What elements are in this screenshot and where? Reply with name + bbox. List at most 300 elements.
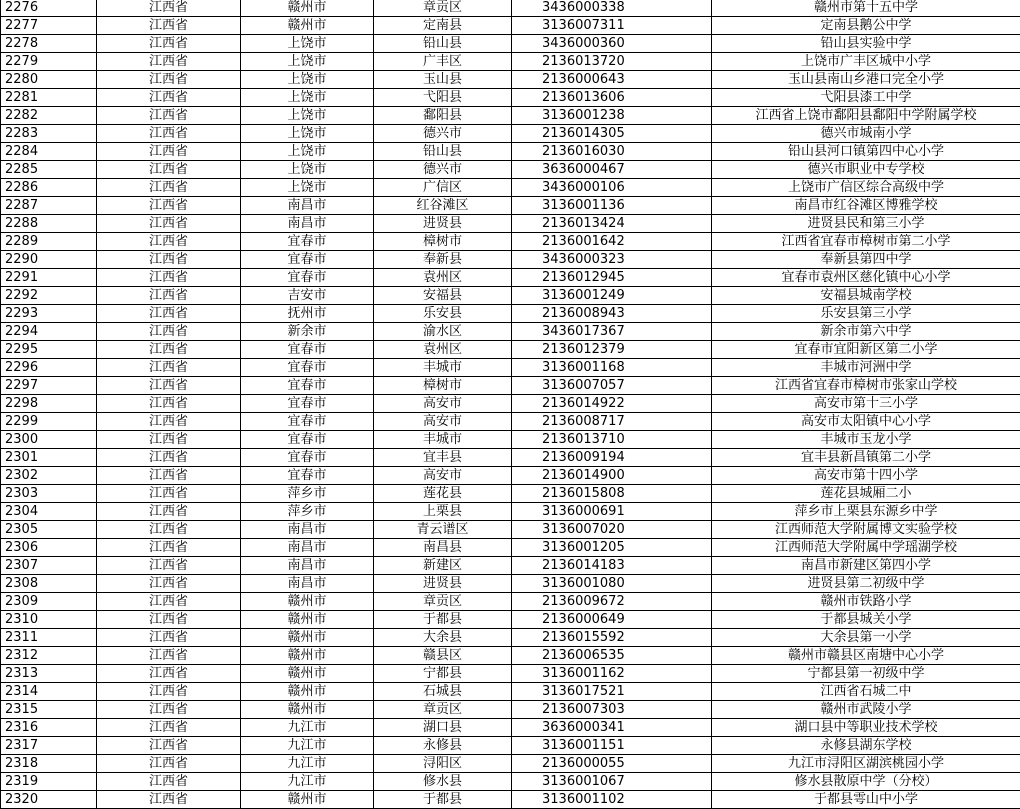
city-cell: 南昌市 [241, 197, 374, 215]
table-row [1, 485, 1020, 503]
school-code-cell: 2136001642 [512, 233, 712, 251]
table-row [1, 521, 1020, 539]
school-code-cell: 2136014922 [512, 395, 712, 413]
district-cell: 袁州区 [374, 269, 512, 287]
table-row [1, 539, 1020, 557]
province-cell: 江西省 [97, 323, 241, 341]
table-row [1, 287, 1020, 305]
district-cell: 红谷滩区 [374, 197, 512, 215]
province-cell: 江西省 [97, 665, 241, 683]
school-code-cell: 3136001162 [512, 665, 712, 683]
table-row [1, 143, 1020, 161]
row-id-cell: 2319 [1, 773, 97, 791]
table-row [1, 17, 1020, 35]
row-id-cell: 2290 [1, 251, 97, 269]
province-cell: 江西省 [97, 341, 241, 359]
table-row [1, 359, 1020, 377]
province-cell: 江西省 [97, 575, 241, 593]
school-name-cell: 铅山县实验中学 [712, 35, 1020, 53]
school-code-cell: 3136001249 [512, 287, 712, 305]
district-cell: 铅山县 [374, 143, 512, 161]
table-row [1, 593, 1020, 611]
city-cell: 上饶市 [241, 89, 374, 107]
city-cell: 上饶市 [241, 179, 374, 197]
school-name-cell: 江西省上饶市鄱阳县鄱阳中学附属学校 [712, 107, 1020, 125]
district-cell: 安福县 [374, 287, 512, 305]
school-code-cell: 2136013424 [512, 215, 712, 233]
school-name-cell: 南昌市新建区第四小学 [712, 557, 1020, 575]
table-row [1, 125, 1020, 143]
district-cell: 章贡区 [374, 0, 512, 17]
school-name-cell: 莲花县城厢二小 [712, 485, 1020, 503]
province-cell: 江西省 [97, 413, 241, 431]
school-name-cell: 江西师范大学附属博文实验学校 [712, 521, 1020, 539]
school-name-cell: 上饶市广信区综合高级中学 [712, 179, 1020, 197]
city-cell: 赣州市 [241, 701, 374, 719]
school-code-cell: 3436000338 [512, 0, 712, 17]
row-id-cell: 2307 [1, 557, 97, 575]
school-code-cell: 3136000691 [512, 503, 712, 521]
school-name-cell: 赣州市赣县区南塘中心小学 [712, 647, 1020, 665]
row-id-cell: 2292 [1, 287, 97, 305]
province-cell: 江西省 [97, 593, 241, 611]
city-cell: 宜春市 [241, 359, 374, 377]
school-name-cell: 江西省宜春市樟树市第二小学 [712, 233, 1020, 251]
school-code-cell: 2136012379 [512, 341, 712, 359]
school-code-cell: 3136001151 [512, 737, 712, 755]
city-cell: 萍乡市 [241, 485, 374, 503]
province-cell: 江西省 [97, 359, 241, 377]
city-cell: 吉安市 [241, 287, 374, 305]
school-name-cell: 新余市第六中学 [712, 323, 1020, 341]
table-row [1, 611, 1020, 629]
province-cell: 江西省 [97, 377, 241, 395]
table-row [1, 683, 1020, 701]
table-row [1, 755, 1020, 773]
district-cell: 章贡区 [374, 593, 512, 611]
row-id-cell: 2282 [1, 107, 97, 125]
district-cell: 宜丰县 [374, 449, 512, 467]
row-id-cell: 2289 [1, 233, 97, 251]
table-row [1, 233, 1020, 251]
district-cell: 广信区 [374, 179, 512, 197]
city-cell: 赣州市 [241, 611, 374, 629]
school-code-cell: 2136013710 [512, 431, 712, 449]
school-code-cell: 2136009672 [512, 593, 712, 611]
school-code-cell: 2136000055 [512, 755, 712, 773]
city-cell: 上饶市 [241, 143, 374, 161]
school-name-cell: 奉新县第四中学 [712, 251, 1020, 269]
city-cell: 赣州市 [241, 629, 374, 647]
province-cell: 江西省 [97, 521, 241, 539]
school-name-cell: 丰城市河洲中学 [712, 359, 1020, 377]
school-name-cell: 江西省石城二中 [712, 683, 1020, 701]
district-cell: 高安市 [374, 395, 512, 413]
table-row [1, 557, 1020, 575]
row-id-cell: 2302 [1, 467, 97, 485]
row-id-cell: 2294 [1, 323, 97, 341]
row-id-cell: 2318 [1, 755, 97, 773]
school-name-cell: 南昌市红谷滩区博雅学校 [712, 197, 1020, 215]
province-cell: 江西省 [97, 197, 241, 215]
district-cell: 赣县区 [374, 647, 512, 665]
city-cell: 宜春市 [241, 341, 374, 359]
province-cell: 江西省 [97, 611, 241, 629]
district-cell: 新建区 [374, 557, 512, 575]
district-cell: 莲花县 [374, 485, 512, 503]
school-name-cell: 丰城市玉龙小学 [712, 431, 1020, 449]
province-cell: 江西省 [97, 557, 241, 575]
table-row [1, 323, 1020, 341]
school-name-cell: 江西师范大学附属中学瑶湖学校 [712, 539, 1020, 557]
district-cell: 章贡区 [374, 701, 512, 719]
row-id-cell: 2301 [1, 449, 97, 467]
district-cell: 鄱阳县 [374, 107, 512, 125]
city-cell: 九江市 [241, 755, 374, 773]
district-cell: 乐安县 [374, 305, 512, 323]
table-row [1, 791, 1020, 809]
province-cell: 江西省 [97, 467, 241, 485]
district-cell: 丰城市 [374, 359, 512, 377]
school-name-cell: 上饶市广丰区城中小学 [712, 53, 1020, 71]
row-id-cell: 2283 [1, 125, 97, 143]
province-cell: 江西省 [97, 449, 241, 467]
table-row [1, 251, 1020, 269]
district-cell: 定南县 [374, 17, 512, 35]
school-name-cell: 玉山县南山乡港口完全小学 [712, 71, 1020, 89]
province-cell: 江西省 [97, 647, 241, 665]
table-row [1, 647, 1020, 665]
district-cell: 丰城市 [374, 431, 512, 449]
city-cell: 抚州市 [241, 305, 374, 323]
table-row [1, 503, 1020, 521]
city-cell: 九江市 [241, 719, 374, 737]
school-name-cell: 江西省宜春市樟树市张家山学校 [712, 377, 1020, 395]
table-row [1, 179, 1020, 197]
district-cell: 青云谱区 [374, 521, 512, 539]
city-cell: 南昌市 [241, 521, 374, 539]
school-code-cell: 3136001238 [512, 107, 712, 125]
school-code-cell: 3436000360 [512, 35, 712, 53]
school-code-cell: 2136006535 [512, 647, 712, 665]
table-body [1, 0, 1020, 809]
school-code-cell: 3436017367 [512, 323, 712, 341]
district-cell: 于都县 [374, 611, 512, 629]
province-cell: 江西省 [97, 503, 241, 521]
row-id-cell: 2279 [1, 53, 97, 71]
school-name-cell: 安福县城南学校 [712, 287, 1020, 305]
province-cell: 江西省 [97, 17, 241, 35]
school-code-cell: 3136001136 [512, 197, 712, 215]
school-name-cell: 宁都县第一初级中学 [712, 665, 1020, 683]
school-code-cell: 3436000106 [512, 179, 712, 197]
school-name-cell: 于都县城关小学 [712, 611, 1020, 629]
city-cell: 上饶市 [241, 35, 374, 53]
row-id-cell: 2308 [1, 575, 97, 593]
province-cell: 江西省 [97, 737, 241, 755]
district-cell: 玉山县 [374, 71, 512, 89]
table-row [1, 665, 1020, 683]
province-cell: 江西省 [97, 773, 241, 791]
school-name-cell: 铅山县河口镇第四中心小学 [712, 143, 1020, 161]
row-id-cell: 2299 [1, 413, 97, 431]
city-cell: 赣州市 [241, 593, 374, 611]
province-cell: 江西省 [97, 683, 241, 701]
province-cell: 江西省 [97, 143, 241, 161]
district-cell: 永修县 [374, 737, 512, 755]
district-cell: 进贤县 [374, 575, 512, 593]
row-id-cell: 2298 [1, 395, 97, 413]
school-code-cell: 2136013606 [512, 89, 712, 107]
row-id-cell: 2297 [1, 377, 97, 395]
table-row [1, 107, 1020, 125]
row-id-cell: 2317 [1, 737, 97, 755]
school-name-cell: 大余县第一小学 [712, 629, 1020, 647]
district-cell: 南昌县 [374, 539, 512, 557]
province-cell: 江西省 [97, 125, 241, 143]
city-cell: 南昌市 [241, 575, 374, 593]
province-cell: 江西省 [97, 701, 241, 719]
district-cell: 湖口县 [374, 719, 512, 737]
school-name-cell: 乐安县第三小学 [712, 305, 1020, 323]
province-cell: 江西省 [97, 719, 241, 737]
city-cell: 宜春市 [241, 269, 374, 287]
province-cell: 江西省 [97, 179, 241, 197]
city-cell: 九江市 [241, 737, 374, 755]
school-code-cell: 2136015592 [512, 629, 712, 647]
table-row [1, 773, 1020, 791]
table-row [1, 575, 1020, 593]
school-code-cell: 2136012945 [512, 269, 712, 287]
district-cell: 石城县 [374, 683, 512, 701]
province-cell: 江西省 [97, 629, 241, 647]
row-id-cell: 2303 [1, 485, 97, 503]
school-name-cell: 进贤县民和第三小学 [712, 215, 1020, 233]
table-row [1, 431, 1020, 449]
school-name-cell: 湖口县中等职业技术学校 [712, 719, 1020, 737]
row-id-cell: 2314 [1, 683, 97, 701]
city-cell: 赣州市 [241, 665, 374, 683]
district-cell: 弋阳县 [374, 89, 512, 107]
school-name-cell: 德兴市城南小学 [712, 125, 1020, 143]
school-name-cell: 宜丰县新昌镇第二小学 [712, 449, 1020, 467]
province-cell: 江西省 [97, 269, 241, 287]
row-id-cell: 2310 [1, 611, 97, 629]
table-row [1, 629, 1020, 647]
school-code-cell: 2136014900 [512, 467, 712, 485]
row-id-cell: 2309 [1, 593, 97, 611]
row-id-cell: 2313 [1, 665, 97, 683]
province-cell: 江西省 [97, 53, 241, 71]
city-cell: 宜春市 [241, 413, 374, 431]
table-row [1, 53, 1020, 71]
school-name-cell: 宜春市宜阳新区第二小学 [712, 341, 1020, 359]
school-code-cell: 2136009194 [512, 449, 712, 467]
row-id-cell: 2316 [1, 719, 97, 737]
district-cell: 宁都县 [374, 665, 512, 683]
row-id-cell: 2300 [1, 431, 97, 449]
school-name-cell: 高安市第十四小学 [712, 467, 1020, 485]
province-cell: 江西省 [97, 305, 241, 323]
school-code-cell: 3636000341 [512, 719, 712, 737]
district-cell: 德兴市 [374, 125, 512, 143]
row-id-cell: 2296 [1, 359, 97, 377]
province-cell: 江西省 [97, 71, 241, 89]
row-id-cell: 2277 [1, 17, 97, 35]
table-row [1, 719, 1020, 737]
row-id-cell: 2306 [1, 539, 97, 557]
school-code-cell: 3136001067 [512, 773, 712, 791]
province-cell: 江西省 [97, 791, 241, 809]
city-cell: 上饶市 [241, 161, 374, 179]
table-row [1, 395, 1020, 413]
district-cell: 上栗县 [374, 503, 512, 521]
city-cell: 宜春市 [241, 251, 374, 269]
row-id-cell: 2284 [1, 143, 97, 161]
row-id-cell: 2287 [1, 197, 97, 215]
school-code-cell: 3636000467 [512, 161, 712, 179]
school-code-cell: 2136000643 [512, 71, 712, 89]
district-cell: 进贤县 [374, 215, 512, 233]
school-code-cell: 3136001168 [512, 359, 712, 377]
city-cell: 上饶市 [241, 125, 374, 143]
row-id-cell: 2312 [1, 647, 97, 665]
city-cell: 赣州市 [241, 0, 374, 17]
province-cell: 江西省 [97, 0, 241, 17]
school-code-cell: 2136007303 [512, 701, 712, 719]
district-cell: 渝水区 [374, 323, 512, 341]
city-cell: 宜春市 [241, 233, 374, 251]
row-id-cell: 2281 [1, 89, 97, 107]
city-cell: 上饶市 [241, 53, 374, 71]
province-cell: 江西省 [97, 485, 241, 503]
province-cell: 江西省 [97, 431, 241, 449]
school-name-cell: 九江市浔阳区湖滨桃园小学 [712, 755, 1020, 773]
city-cell: 宜春市 [241, 431, 374, 449]
school-code-cell: 2136000649 [512, 611, 712, 629]
district-cell: 高安市 [374, 413, 512, 431]
school-code-cell: 2136014305 [512, 125, 712, 143]
school-name-cell: 宜春市袁州区慈化镇中心小学 [712, 269, 1020, 287]
school-code-cell: 2136014183 [512, 557, 712, 575]
school-code-cell: 2136015808 [512, 485, 712, 503]
province-cell: 江西省 [97, 107, 241, 125]
province-cell: 江西省 [97, 755, 241, 773]
city-cell: 南昌市 [241, 215, 374, 233]
school-name-cell: 定南县鹅公中学 [712, 17, 1020, 35]
school-name-cell: 修水县散原中学（分校） [712, 773, 1020, 791]
table-row [1, 197, 1020, 215]
school-name-cell: 赣州市第十五中学 [712, 0, 1020, 17]
school-code-cell: 3136001102 [512, 791, 712, 809]
table-row [1, 161, 1020, 179]
district-cell: 浔阳区 [374, 755, 512, 773]
district-cell: 德兴市 [374, 161, 512, 179]
school-name-cell: 弋阳县漆工中学 [712, 89, 1020, 107]
city-cell: 赣州市 [241, 683, 374, 701]
city-cell: 宜春市 [241, 467, 374, 485]
city-cell: 南昌市 [241, 539, 374, 557]
school-name-cell: 赣州市铁路小学 [712, 593, 1020, 611]
district-cell: 修水县 [374, 773, 512, 791]
table-row [1, 467, 1020, 485]
row-id-cell: 2280 [1, 71, 97, 89]
district-cell: 铅山县 [374, 35, 512, 53]
province-cell: 江西省 [97, 395, 241, 413]
city-cell: 上饶市 [241, 71, 374, 89]
province-cell: 江西省 [97, 161, 241, 179]
row-id-cell: 2291 [1, 269, 97, 287]
table-row [1, 377, 1020, 395]
school-name-cell: 于都县雩山中小学 [712, 791, 1020, 809]
province-cell: 江西省 [97, 287, 241, 305]
school-name-cell: 高安市第十三小学 [712, 395, 1020, 413]
row-id-cell: 2320 [1, 791, 97, 809]
province-cell: 江西省 [97, 215, 241, 233]
row-id-cell: 2278 [1, 35, 97, 53]
school-code-cell: 2136008943 [512, 305, 712, 323]
province-cell: 江西省 [97, 233, 241, 251]
city-cell: 南昌市 [241, 557, 374, 575]
school-code-cell: 2136013720 [512, 53, 712, 71]
city-cell: 新余市 [241, 323, 374, 341]
district-cell: 高安市 [374, 467, 512, 485]
row-id-cell: 2276 [1, 0, 97, 17]
row-id-cell: 2286 [1, 179, 97, 197]
city-cell: 萍乡市 [241, 503, 374, 521]
city-cell: 九江市 [241, 773, 374, 791]
district-cell: 于都县 [374, 791, 512, 809]
city-cell: 赣州市 [241, 17, 374, 35]
city-cell: 赣州市 [241, 791, 374, 809]
province-cell: 江西省 [97, 35, 241, 53]
school-code-cell: 3436000323 [512, 251, 712, 269]
school-code-cell: 3136007057 [512, 377, 712, 395]
row-id-cell: 2304 [1, 503, 97, 521]
school-name-cell: 德兴市职业中专学校 [712, 161, 1020, 179]
school-code-cell: 3136017521 [512, 683, 712, 701]
district-cell: 广丰区 [374, 53, 512, 71]
table-row [1, 35, 1020, 53]
table-row [1, 0, 1020, 17]
row-id-cell: 2295 [1, 341, 97, 359]
row-id-cell: 2305 [1, 521, 97, 539]
district-cell: 大余县 [374, 629, 512, 647]
table-row [1, 215, 1020, 233]
school-code-cell: 3136001205 [512, 539, 712, 557]
school-name-cell: 赣州市武陵小学 [712, 701, 1020, 719]
table-row [1, 269, 1020, 287]
school-name-cell: 进贤县第二初级中学 [712, 575, 1020, 593]
table-row [1, 449, 1020, 467]
province-cell: 江西省 [97, 539, 241, 557]
district-cell: 奉新县 [374, 251, 512, 269]
row-id-cell: 2285 [1, 161, 97, 179]
district-cell: 樟树市 [374, 233, 512, 251]
row-id-cell: 2315 [1, 701, 97, 719]
city-cell: 宜春市 [241, 449, 374, 467]
table-row [1, 71, 1020, 89]
row-id-cell: 2293 [1, 305, 97, 323]
school-code-cell: 2136008717 [512, 413, 712, 431]
school-code-cell: 3136007311 [512, 17, 712, 35]
school-code-cell: 3136007020 [512, 521, 712, 539]
row-id-cell: 2288 [1, 215, 97, 233]
table-row [1, 305, 1020, 323]
province-cell: 江西省 [97, 89, 241, 107]
district-cell: 袁州区 [374, 341, 512, 359]
district-cell: 樟树市 [374, 377, 512, 395]
